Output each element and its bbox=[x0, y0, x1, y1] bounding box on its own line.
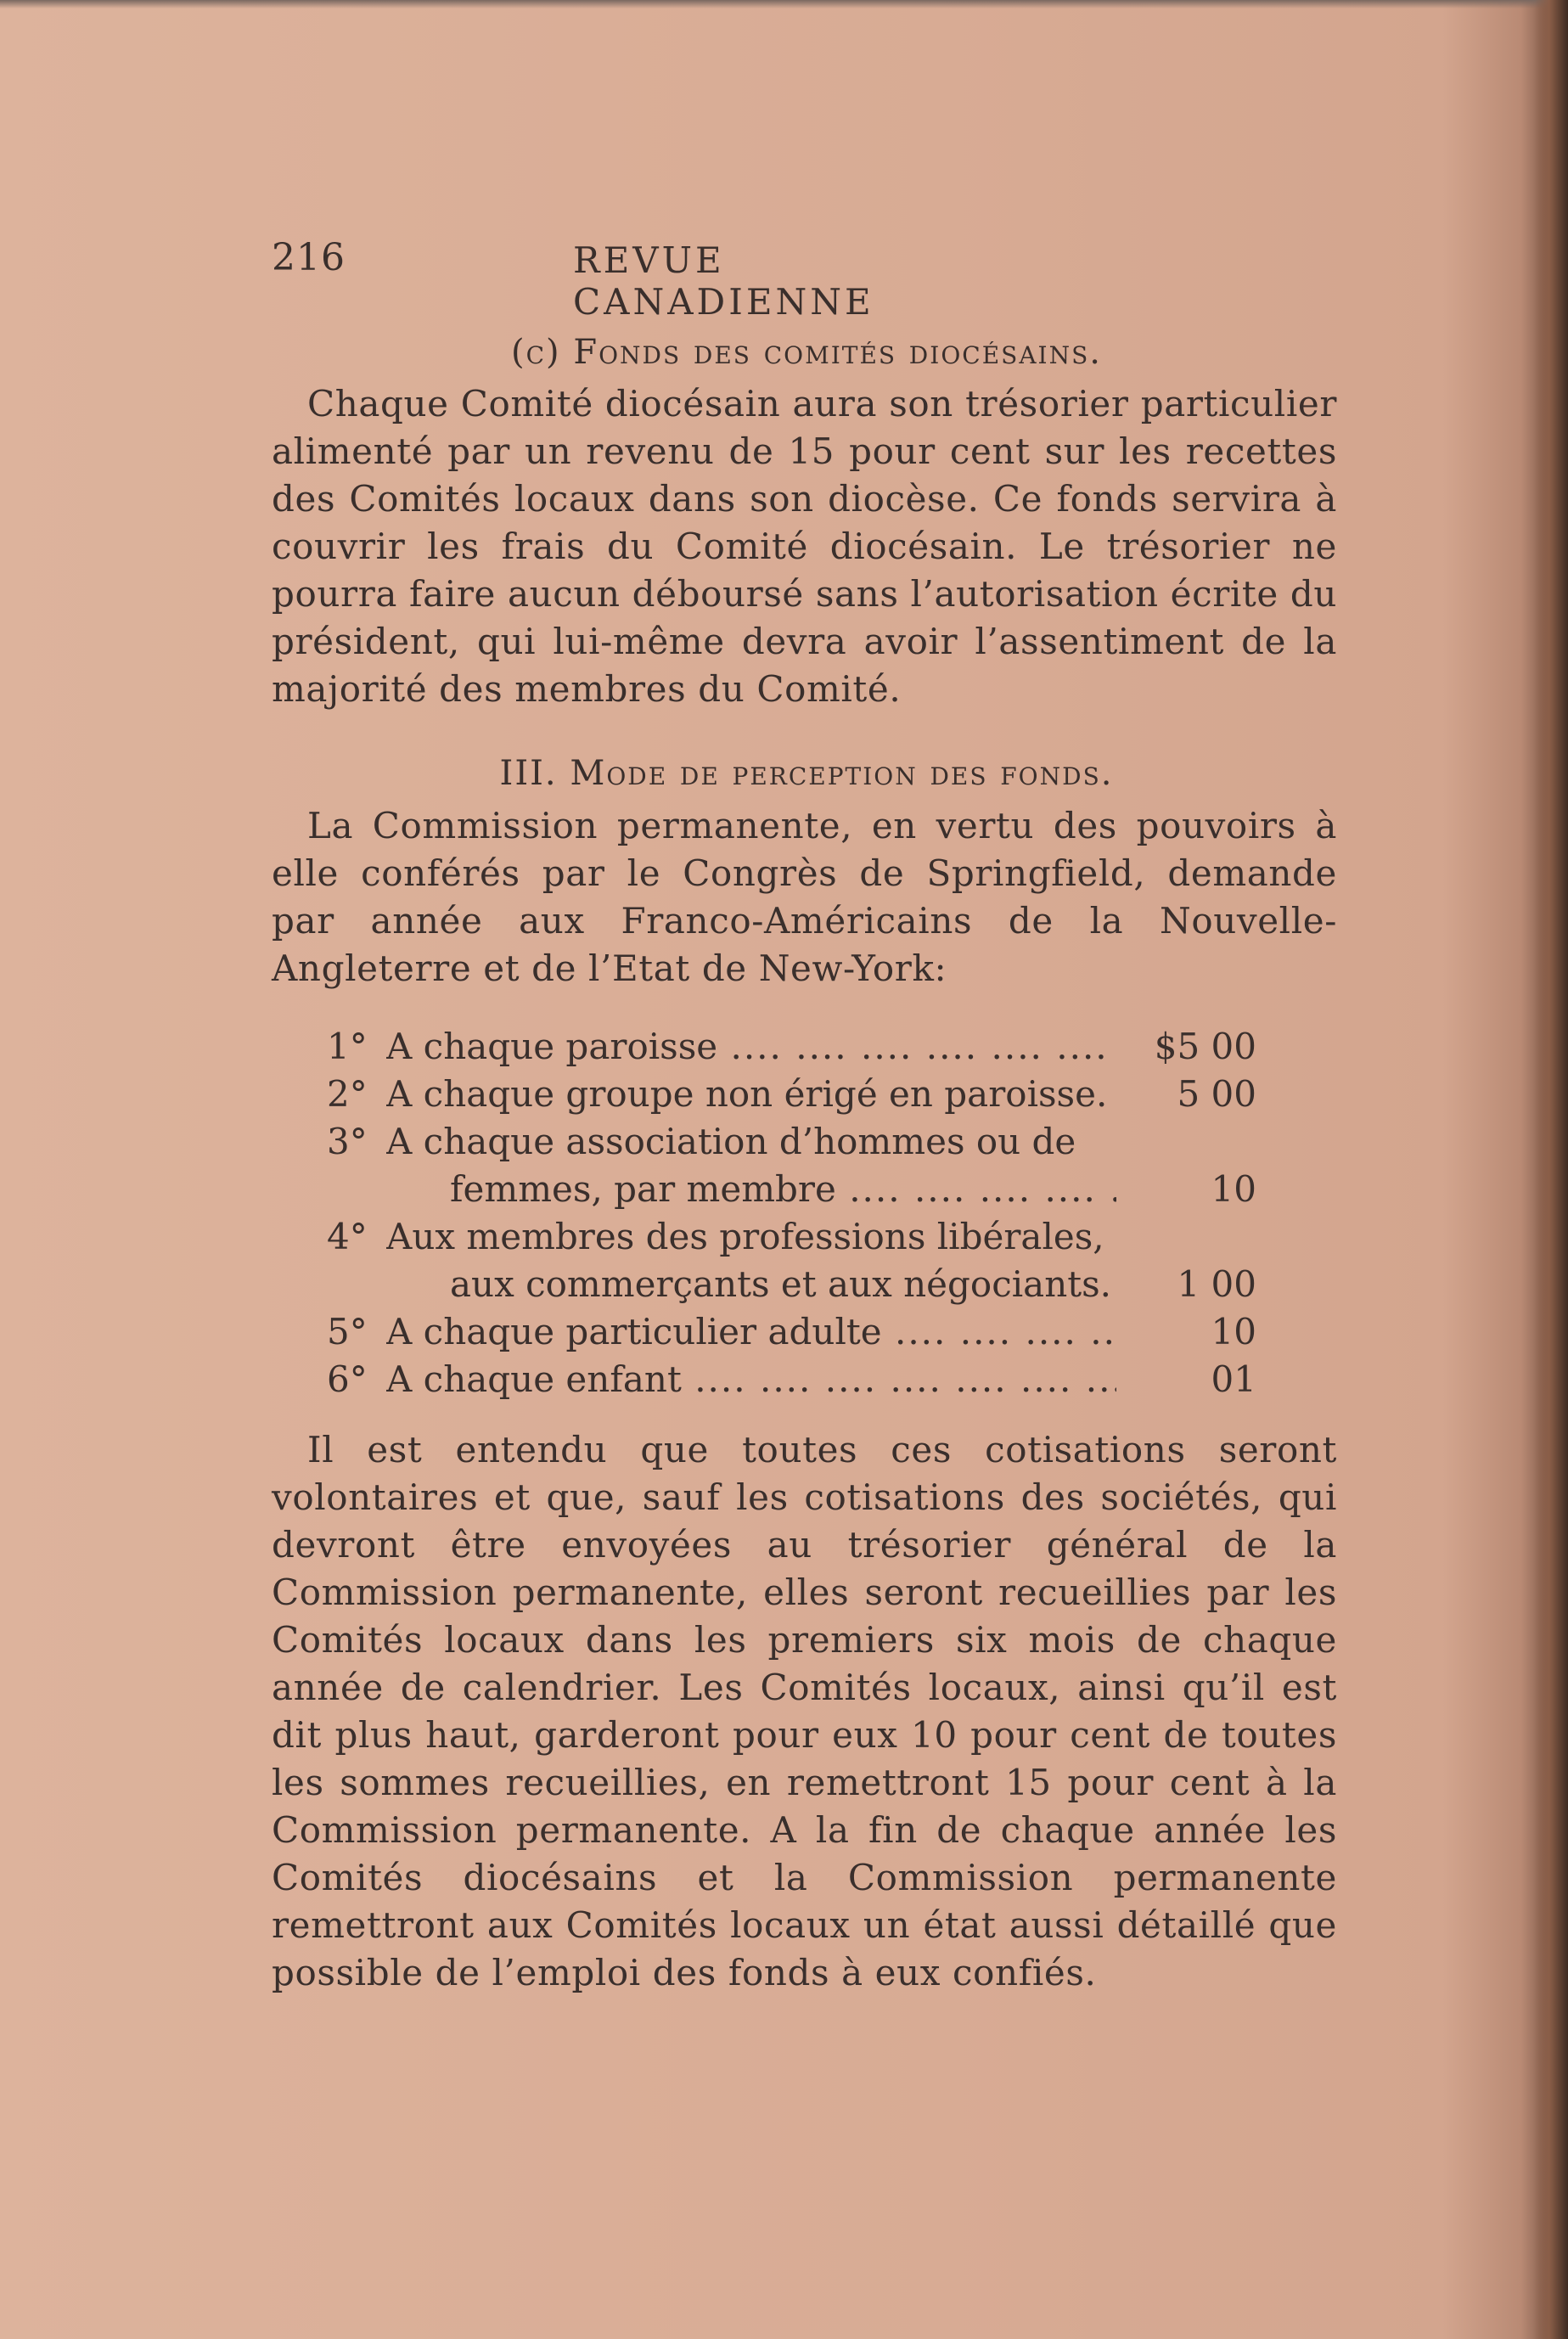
running-head: REVUE CANADIENNE bbox=[573, 239, 874, 323]
section-iii-heading: III. Mode de perception des fonds. bbox=[499, 754, 1114, 793]
list-item-text: A chaque association d’hommes ou de bbox=[386, 1121, 1076, 1162]
list-item-number: 5° bbox=[327, 1311, 368, 1352]
list-item-text bbox=[386, 1023, 1116, 1071]
list-item-continuation bbox=[327, 1261, 1256, 1308]
list-item-text bbox=[450, 1166, 1116, 1213]
list-item-number: 6° bbox=[327, 1358, 368, 1400]
list-item-amount: 10 bbox=[1211, 1168, 1256, 1210]
list-item bbox=[327, 1308, 1256, 1356]
section-c-heading: (c) Fonds des comités diocésains. bbox=[511, 333, 1102, 372]
list-item-text bbox=[386, 1356, 1116, 1403]
page-number: 216 bbox=[272, 236, 346, 279]
list-item-label: A chaque paroisse bbox=[386, 1026, 718, 1067]
list-item-number: 2° bbox=[327, 1073, 368, 1115]
book-spine-shadow bbox=[1534, 0, 1568, 2339]
list-item-text: Aux membres des professions libérales, bbox=[386, 1216, 1104, 1257]
list-item-text bbox=[386, 1308, 1116, 1356]
list-item-continuation bbox=[327, 1166, 1256, 1213]
list-item-number: 3° bbox=[327, 1121, 368, 1162]
list-item-label: femmes, par membre bbox=[450, 1168, 836, 1210]
list-item bbox=[327, 1118, 1256, 1166]
section-iii-closing-text: Il est entendu que toutes ces cotisations seront volontaires et que, sauf les cotisations des sociétés, qui devront être envoyées au trésorier général de la Commission permanente, elles seront recueillies par les Comités locaux dans les premiers six mois de chaque année de calendrier. Les Comités locaux, ainsi qu’il est dit plus haut, garderont pour eux 10 pour cent de toutes les sommes recueillies, en remettront 15 pour cent à la Commission permanente. A la fin de chaque année les Comités diocésains et la Commission permanente remettront aux Comités locaux un état aussi détaillé que possible de l’emploi des fonds à eux confiés. bbox=[272, 1429, 1337, 1993]
list-item-amount: 1 00 bbox=[1177, 1263, 1256, 1305]
list-item bbox=[327, 1023, 1256, 1071]
list-item-text: A chaque groupe non érigé en paroisse. bbox=[386, 1073, 1108, 1115]
list-item-number: 1° bbox=[327, 1026, 368, 1067]
list-item-label: A chaque particulier adulte bbox=[386, 1311, 882, 1352]
list-item-amount: 5 00 bbox=[1177, 1073, 1256, 1115]
list-item-number: 4° bbox=[327, 1216, 368, 1257]
leader-dots bbox=[717, 1026, 1116, 1067]
section-c-paragraph bbox=[272, 380, 1337, 713]
contribution-list bbox=[327, 1023, 1256, 1403]
section-iii-intro-text: La Commission permanente, en vertu des pouvoirs à elle conférés par le Congrès de Springfield, demande par année aux Franco-Américains de la Nouvelle-Angleterre et de l’Etat de New-York: bbox=[272, 805, 1337, 989]
list-item-label: A chaque enfant bbox=[386, 1358, 682, 1400]
list-item bbox=[327, 1356, 1256, 1403]
list-item-text: aux commerçants et aux négociants. bbox=[450, 1263, 1112, 1305]
leader-dots bbox=[882, 1311, 1116, 1352]
list-item-amount: $5 00 bbox=[1154, 1026, 1256, 1067]
list-item bbox=[327, 1071, 1256, 1118]
section-iii-intro bbox=[272, 802, 1337, 992]
section-iii-closing bbox=[272, 1426, 1337, 1997]
page-header bbox=[272, 236, 1036, 323]
leader-dots bbox=[836, 1168, 1116, 1210]
list-item-amount: 10 bbox=[1211, 1311, 1256, 1352]
list-item bbox=[327, 1213, 1256, 1261]
page-top-edge bbox=[0, 0, 1568, 8]
list-item-amount: 01 bbox=[1211, 1358, 1256, 1400]
leader-dots bbox=[682, 1358, 1116, 1400]
section-c-paragraph-text: Chaque Comité diocésain aura son trésorier particulier alimenté par un revenu de 15 pour cent sur les recettes des Comités locaux dans son diocèse. Ce fonds servira à couvrir les frais du Comité diocésain. Le trésorier ne pourra faire aucun déboursé sans l’autorisation écrite du président, qui lui-même devra avoir l’assentiment de la majorité des membres du Comité. bbox=[272, 383, 1337, 710]
